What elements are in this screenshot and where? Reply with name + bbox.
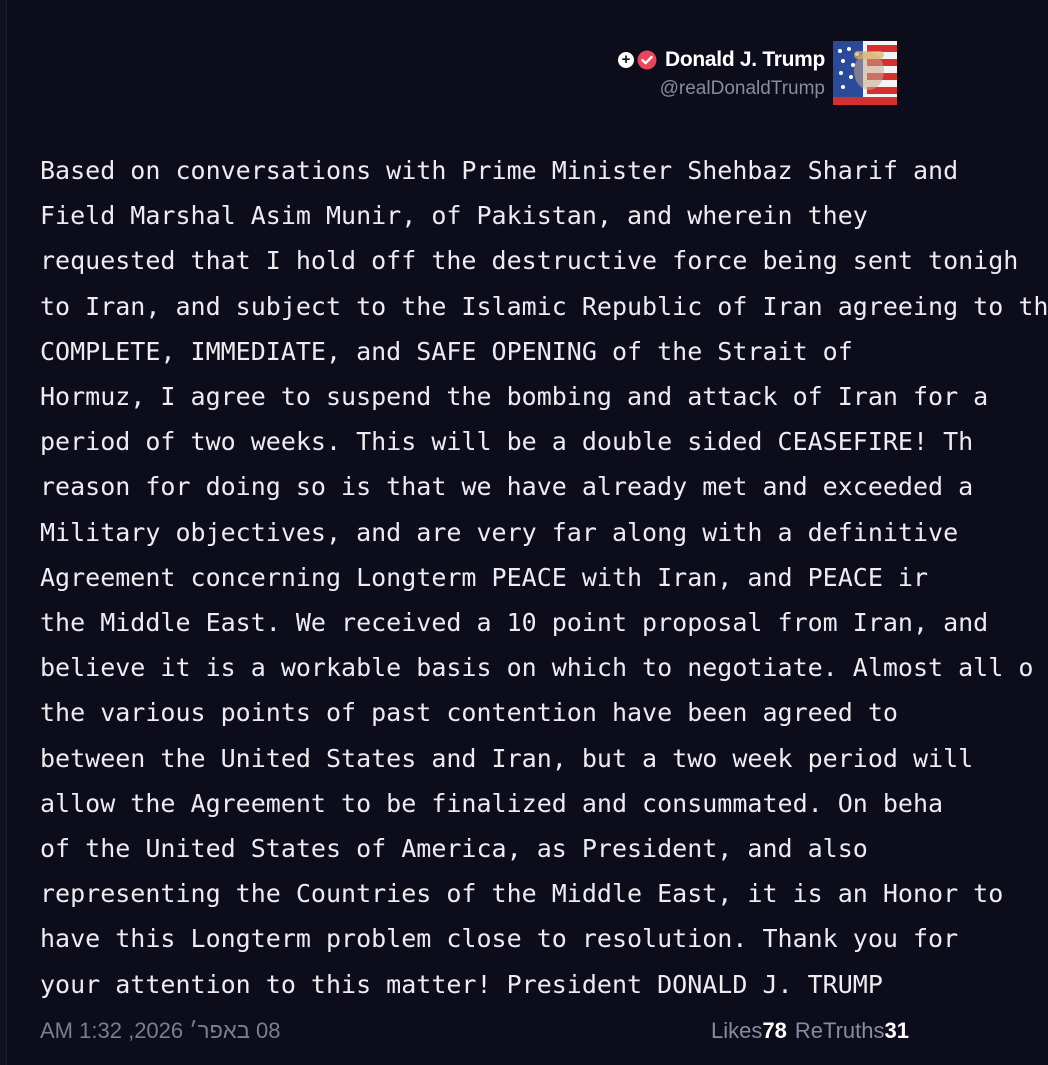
retruths-label[interactable]: ReTruths bbox=[794, 1018, 885, 1043]
post-text-line: believe it is a workable basis on which to negotiate. Almost all o bbox=[40, 653, 1034, 683]
author-display-name[interactable]: Donald J. Trump bbox=[664, 48, 825, 71]
post-text-line: between the United States and Iran, but a two week period will bbox=[40, 743, 974, 773]
post-timestamp[interactable]: 08 באפר׳ 2026, 1:32 AM bbox=[40, 1018, 281, 1043]
author-handle[interactable]: @realDonaldTrump bbox=[659, 78, 825, 99]
likes-label[interactable]: Likes bbox=[711, 1018, 763, 1043]
post-header bbox=[618, 38, 897, 108]
plus-icon[interactable]: + bbox=[618, 52, 634, 68]
post-text-line: allow the Agreement to be finalized and consummated. On beha bbox=[40, 788, 944, 818]
post-text-line: Hormuz, I agree to suspend the bombing and attack of Iran for a bbox=[40, 382, 989, 412]
post-text-line: requested that I hold off the destructive force being sent tonigh bbox=[40, 246, 1019, 276]
post-text-line: Field Marshal Asim Munir, of Pakistan, and wherein they bbox=[40, 201, 868, 231]
post-content bbox=[40, 148, 1048, 1007]
post-text-line: have this Longterm problem close to resolution. Thank you for bbox=[40, 924, 959, 954]
post-text-line: COMPLETE, IMMEDIATE, and SAFE OPENING of the Strait of bbox=[40, 336, 853, 366]
post-text-line: of the United States of America, as President, and also bbox=[40, 834, 868, 864]
verified-check-icon bbox=[637, 50, 657, 70]
author-info[interactable] bbox=[618, 46, 825, 100]
likes-count[interactable]: 78 bbox=[762, 1018, 787, 1043]
post-text-line: the various points of past contention have been agreed to bbox=[40, 698, 898, 728]
retruths-count[interactable]: 31 bbox=[884, 1018, 909, 1043]
post-text-line: Based on conversations with Prime Minister Shehbaz Sharif and bbox=[40, 156, 959, 185]
author-name-row bbox=[618, 46, 825, 74]
post-text-line: Agreement concerning Longterm PEACE with Iran, and PEACE ir bbox=[40, 562, 929, 592]
post-text-line: your attention to this matter! President DONALD J. TRUMP bbox=[40, 969, 883, 999]
post-text-line: to Iran, and subject to the Islamic Republic of Iran agreeing to th bbox=[40, 291, 1048, 321]
post-text-line: period of two weeks. This will be a double sided CEASEFIRE! Th bbox=[40, 427, 974, 457]
left-panel-edge bbox=[0, 0, 7, 1065]
post-text-line: the Middle East. We received a 10 point proposal from Iran, and bbox=[40, 608, 989, 638]
post-text-line: reason for doing so is that we have already met and exceeded a bbox=[40, 472, 974, 502]
post-text-line: Military objectives, and are very far along with a definitive bbox=[40, 517, 959, 547]
post-text-line: representing the Countries of the Middle East, it is an Honor to bbox=[40, 879, 1004, 909]
post-stats bbox=[711, 1018, 909, 1044]
avatar[interactable] bbox=[833, 41, 897, 105]
